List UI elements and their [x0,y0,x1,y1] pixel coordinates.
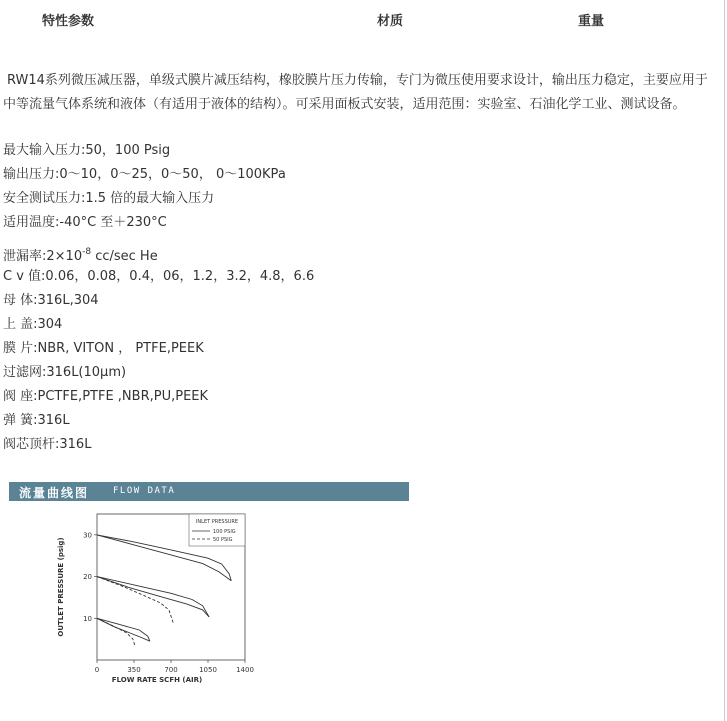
header-material: 材质 [377,14,404,29]
spec-stem: 阀芯顶杆:316L [3,437,92,452]
banner-title-en: FLOW DATA [113,486,176,496]
spec-outlet-pressure: 输出压力:0～10，0～25，0～50， 0～100KPa [3,167,286,182]
spec-cv: C v 值:0.06，0.08，0.4，06，1.2，3.2，4.8，6.6 [3,269,315,284]
spec-filter: 过滤网:316L(10μm) [3,365,127,380]
spec-max-inlet: 最大输入压力:50，100 Psig [3,143,171,158]
legend-title: INLET PRESSURE [195,519,239,525]
leak-rate-unit: cc/sec He [91,249,158,264]
y-tick-label: 10 [83,614,92,623]
banner-title-cn: 流量曲线图 [19,486,90,500]
x-tick-label: 700 [164,666,178,674]
x-tick-label: 1400 [236,666,254,674]
flow-curve-20psig-inlet50-4 [97,577,173,623]
page-right-border [724,0,725,721]
spec-spring: 弹 簧:316L [3,413,70,428]
flow-curve-10psig-inlet100-6 [97,618,150,641]
x-tick-label: 350 [127,666,141,674]
x-tick-label: 1050 [199,666,217,674]
leak-rate-base: 泄漏率:2×10 [3,249,83,264]
legend-label-100psig: 100 PSIG [213,529,236,535]
chart-x-axis-label: FLOW RATE SCFH (AIR) [111,676,203,684]
chart-curves [97,535,231,647]
y-tick-label: 30 [83,531,92,540]
flow-data-banner [9,482,409,501]
header-specs: 特性参数 [42,14,95,29]
spec-diaphragm: 膜 片:NBR, VITON ， PTFE,PEEK [3,341,204,356]
flow-chart [50,505,260,685]
chart-ticks [83,531,254,674]
spec-bonnet: 上 盖:304 [3,317,63,332]
chart-legend [189,514,245,546]
spec-seat: 阀 座:PCTFE,PTFE ,NBR,PU,PEEK [3,389,209,404]
spec-safety-test: 安全测试压力:1.5 倍的最大输入压力 [3,191,215,206]
x-tick-label: 0 [94,666,100,674]
header-weight: 重量 [578,14,605,29]
chart-y-axis-label: OUTLET PRESSURE (psig) [57,537,65,637]
spec-temperature: 适用温度:-40°C 至＋230°C [3,215,167,230]
y-tick-label: 20 [83,573,92,582]
leak-rate-exponent: -8 [82,247,92,257]
product-intro: RW14系列微压减压器，单级式膜片减压结构，橡胶膜片压力传输，专门为微压使用要求设计，输出压力稳定，主要应用于中等流量气体系统和液体（有适用于液体的结构）。可采用面板式安装，适用范围：实验室、石油化学工业、测试设备。 [3,73,708,112]
spec-leak-rate [3,242,158,267]
legend-label-50psig: 50 PSIG [213,537,233,543]
spec-body: 母 体:316L,304 [3,293,99,308]
